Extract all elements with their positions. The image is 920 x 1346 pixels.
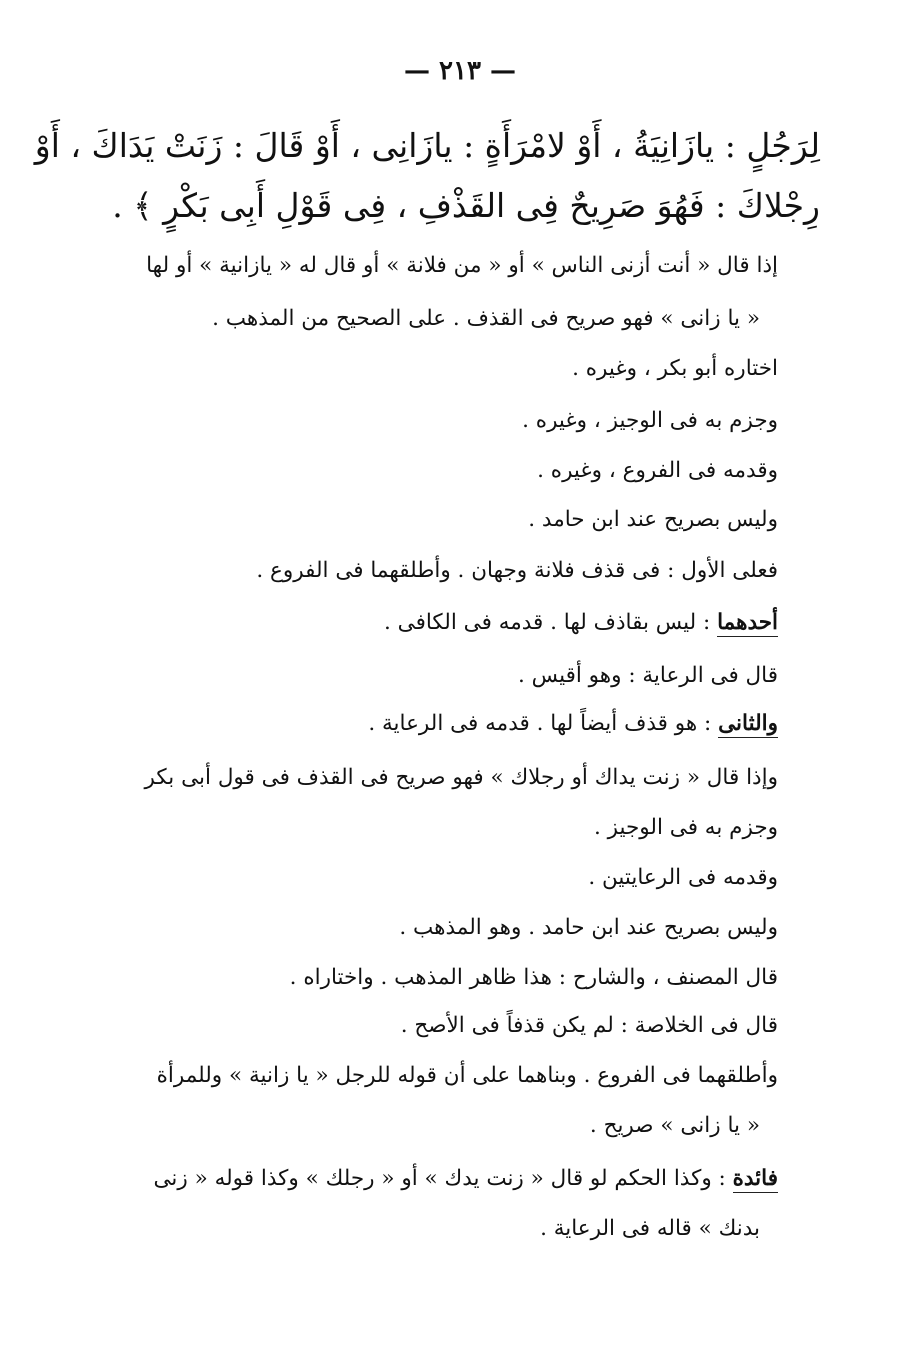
- lead-word-second: والثانى: [718, 711, 778, 736]
- paragraph-line-6: وليس بصريح عند ابن حامد .: [528, 507, 778, 532]
- paragraph-line-13: وقدمه فى الرعايتين .: [588, 865, 778, 890]
- paragraph-text: : ليس بقاذف لها . قدمه فى الكافى .: [384, 610, 718, 635]
- paragraph-text: : وكذا الحكم لو قال « زنت يدك » أو « رجلك » وكذا قوله « زنى: [153, 1166, 733, 1191]
- paragraph-line-15: قال المصنف ، والشارح : هذا ظاهر المذهب . واختاراه .: [289, 965, 778, 990]
- lead-word-note: فائدة: [732, 1166, 778, 1191]
- paragraph-line-3: اختاره أبو بكر ، وغيره .: [572, 356, 778, 381]
- paragraph-line-9: قال فى الرعاية : وهو أقيس .: [518, 663, 778, 688]
- paragraph-line-2: « يا زانى » فهو صريح فى القذف . على الصحيح من المذهب .: [212, 306, 760, 331]
- paragraph-line-5: وقدمه فى الفروع ، وغيره .: [537, 458, 778, 483]
- paragraph-line-17: وأطلقهما فى الفروع . وبناهما على أن قوله للرجل « يا زانية » وللمرأة: [156, 1063, 778, 1088]
- paragraph-line-1: إذا قال « أنت أزنى الناس » أو « من فلانة » أو قال له « يازانية » أو لها: [146, 253, 778, 278]
- paragraph-line-7: فعلى الأول : فى قذف فلانة وجهان . وأطلقهما فى الفروع .: [256, 558, 778, 583]
- paragraph-line-18: « يا زانى » صريح .: [589, 1113, 760, 1138]
- page-number: — ٢١٣ —: [403, 56, 517, 86]
- paragraph-line-16: قال فى الخلاصة : لم يكن قذفاً فى الأصح .: [400, 1013, 778, 1038]
- paragraph-line-10: [368, 708, 778, 740]
- paragraph-line-4: وجزم به فى الوجيز ، وغيره .: [522, 408, 778, 433]
- verse-line-2: رِجْلاكَ : فَهُوَ صَرِيحٌ فِى القَذْفِ ، فِى قَوْلِ أَبِى بَكْرٍ ﴾ .: [112, 186, 820, 225]
- paragraph-line-11: وإذا قال « زنت يداك أو رجلاك » فهو صريح فى القذف فى قول أبى بكر: [144, 765, 778, 790]
- paragraph-line-19: [153, 1163, 778, 1195]
- lead-word-first: أحدهما: [717, 610, 778, 635]
- paragraph-line-8: [384, 607, 778, 639]
- verse-line-1: لِرَجُلٍ : يازَانِيَةُ ، أَوْ لامْرَأَةٍ : يازَانِى ، أَوْ قَالَ : زَنَتْ يَدَاكَ ، أَوْ: [34, 126, 820, 165]
- paragraph-text: : هو قذف أيضاً لها . قدمه فى الرعاية .: [368, 711, 719, 736]
- paragraph-line-20: بدنك » قاله فى الرعاية .: [540, 1216, 760, 1241]
- paragraph-line-12: وجزم به فى الوجيز .: [594, 815, 778, 840]
- paragraph-line-14: وليس بصريح عند ابن حامد . وهو المذهب .: [399, 915, 778, 940]
